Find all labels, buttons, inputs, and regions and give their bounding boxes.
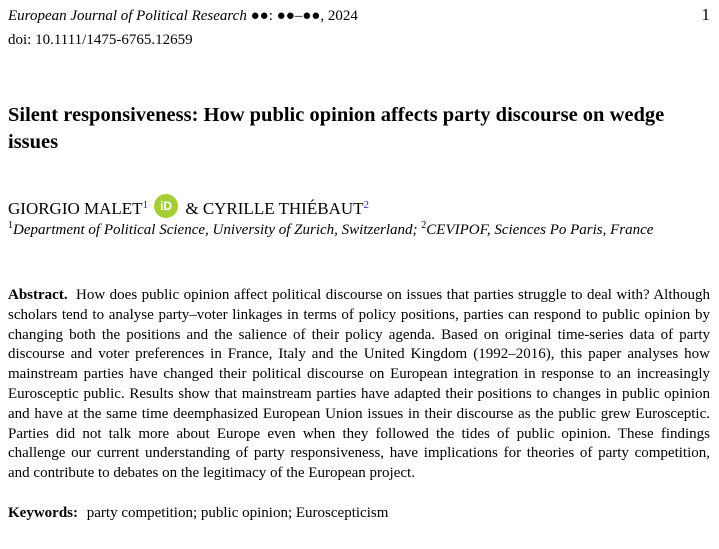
volume-issue: ●●: ●●–●●, 2024 (250, 8, 358, 24)
keywords-text: party competition; public opinion; Euroscepticism (86, 505, 389, 521)
author-name-1: GIORGIO MALET (8, 199, 143, 218)
journal-header (8, 6, 358, 26)
page-number: 1 (701, 5, 710, 24)
article-title: Silent responsiveness: How public opinion affects party discourse on wedge issues (8, 104, 665, 153)
affiliation-mark-1: 1 (8, 220, 13, 231)
affiliation-mark-2: 2 (421, 220, 427, 231)
abstract-label: Abstract. (8, 287, 68, 303)
affiliation-link-1[interactable]: 1 (142, 199, 149, 211)
affiliations (8, 220, 653, 240)
doi: doi: 10.1111/1475-6765.12659 (8, 32, 193, 48)
paper-page (8, 0, 710, 549)
affiliation-link-2[interactable]: 2 (363, 199, 370, 211)
author-separator: & (185, 199, 203, 218)
affiliation-text-1: Department of Political Science, University of Zurich, Switzerland; (13, 222, 422, 238)
author-name-2: CYRILLE THIÉBAUT (202, 199, 364, 218)
affiliation-text-2: CEVIPOF, Sciences Po Paris, France (426, 222, 654, 238)
abstract-text: How does public opinion affect political discourse on issues that parties struggle to deal with? Although scholars tend to analyse party–voter linkages in terms of policy positions, parties can respond to public opinion by changing both the positions and the salience of their policy agenda. Based on original time-series data of party discourse and voter preferences in France, Italy and the United Kingdom (1992–2016), this paper analyses how mainstream parties have changed their political discourse on European integration in response to an increasingly Eurosceptic public. Results show that mainstream parties have adapted their positions to changes in public opinion and have at the same time deemphasized European Union issues in their discourse as the public grew Eurosceptic. Parties did not talk more about Europe even when they followed the tides of public opinion. These findings challenge our current understanding of party responsiveness, have implications for theories of party competition, and contribute to debates on the legitimacy of the European project. (8, 287, 711, 482)
keywords-label: Keywords: (8, 505, 78, 521)
orcid-icon[interactable]: iD (154, 194, 178, 218)
author-line (8, 194, 369, 220)
keywords (8, 503, 388, 523)
journal-name: European Journal of Political Research (8, 8, 247, 24)
abstract (8, 286, 710, 484)
